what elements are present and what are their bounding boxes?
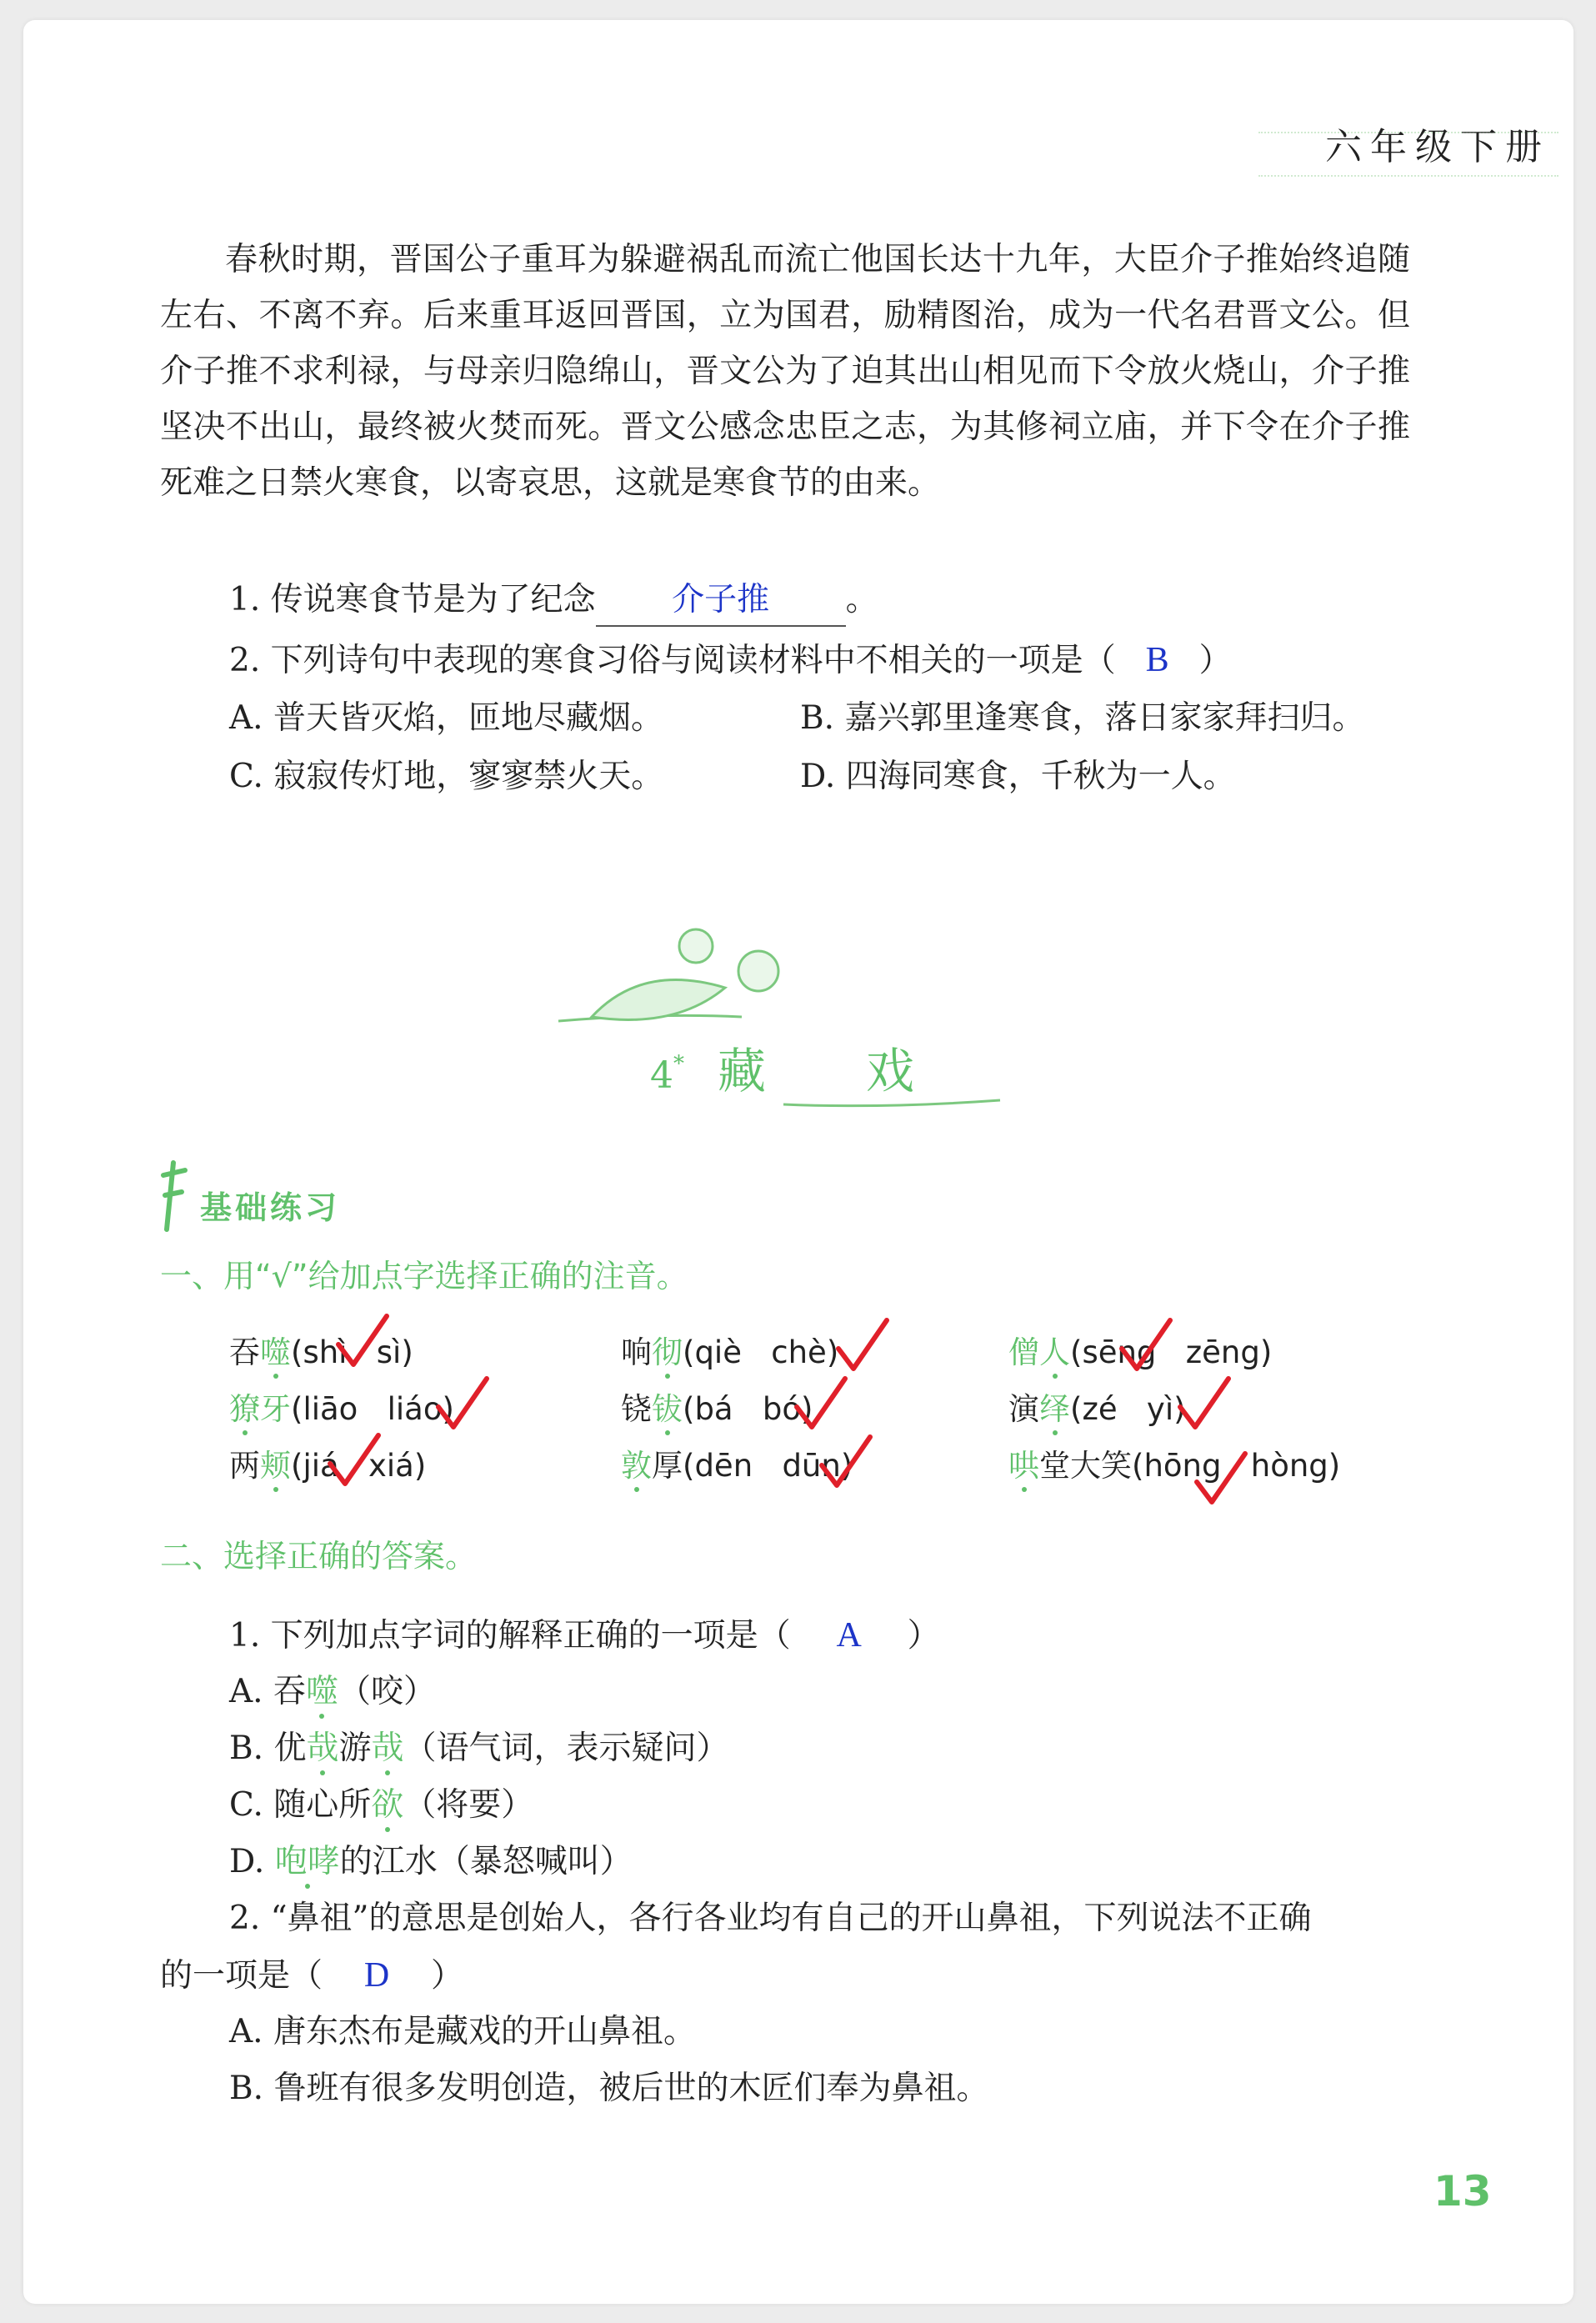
pinyin-item-1: 吞噬(shì sì) <box>229 1334 413 1370</box>
pinyin-item-6: 演绎(zé yì) <box>1008 1391 1186 1427</box>
lesson-title-char-2: 戏 <box>866 1043 915 1099</box>
pinyin-item-5: 铙钹(bá bó) <box>621 1391 813 1427</box>
word-char: 两 <box>229 1448 260 1484</box>
question-1-suffix: 。 <box>845 581 878 618</box>
option-text: （咬） <box>338 1673 436 1710</box>
dotted-char: 敦 <box>621 1448 652 1484</box>
option-c: C. 寂寂传灯地，寥寥禁火天。 <box>229 758 664 795</box>
option-text: 游 <box>338 1730 372 1767</box>
pinyin-option-1[interactable]: shì <box>303 1334 348 1370</box>
pinyin-option-2[interactable]: zēng <box>1185 1334 1260 1370</box>
check-mark-icon <box>833 1317 892 1375</box>
check-mark-icon <box>1175 1375 1233 1434</box>
leaf-shape <box>592 980 725 1020</box>
option-d: D. 四海同寒食，千秋为一人。 <box>800 758 1236 795</box>
page-number: 13 <box>1433 2167 1492 2215</box>
pinyin-item-4: 獠牙(liāo liáo) <box>229 1391 454 1427</box>
check-mark-icon <box>433 1375 492 1434</box>
pinyin-option-2[interactable]: dūn <box>782 1448 841 1484</box>
option-label: D. <box>229 1843 275 1880</box>
option-label: B. 优 <box>229 1730 307 1767</box>
word-char: 演 <box>1008 1391 1039 1427</box>
lesson-title-char-1: 藏 <box>718 1043 767 1099</box>
question-2-suffix: ） <box>1198 642 1232 679</box>
pinyin-option-1[interactable]: zé <box>1082 1391 1118 1427</box>
dotted-char: 彻 <box>652 1334 683 1370</box>
word-char: 厚 <box>652 1448 683 1484</box>
part-2-question-2-line-2 <box>160 1950 463 2001</box>
question-2-text: 2. 下列诗句中表现的寒食习俗与阅读材料中不相关的一项是（ <box>229 642 1116 679</box>
handwritten-answer-1: 介子推 <box>672 581 770 618</box>
part-2-option-d <box>229 1837 633 1887</box>
option-text: 的江水（暴怒喊叫） <box>339 1843 633 1880</box>
handwritten-answer-3[interactable]: A <box>836 1616 862 1655</box>
pinyin-option-2[interactable]: chè <box>771 1334 827 1370</box>
word-char: 铙 <box>621 1391 652 1427</box>
reading-passage <box>160 232 1410 511</box>
option-text: （语气词，表示疑问） <box>403 1730 729 1767</box>
part-2-question-1-text: 1. 下列加点字词的解释正确的一项是（ <box>229 1617 791 1655</box>
pinyin-option-1[interactable]: liāo <box>303 1391 358 1427</box>
pinyin-item-2: 响彻(qiè chè) <box>621 1334 839 1370</box>
part-2-question-1 <box>229 1610 940 1661</box>
question-1 <box>229 575 878 627</box>
pinyin-option-1[interactable]: sēng <box>1082 1334 1157 1370</box>
check-mark-icon <box>1117 1317 1175 1375</box>
pinyin-option-2[interactable]: liáo <box>387 1391 443 1427</box>
child-head-icon <box>679 929 713 963</box>
part-1-heading: 一、用“√”给加点字选择正确的注音。 <box>160 1258 688 1294</box>
word-char: 僧 <box>1008 1334 1039 1370</box>
check-mark-icon <box>333 1313 392 1371</box>
dotted-char: 颊 <box>260 1448 291 1484</box>
part-2-option-c <box>229 1780 533 1830</box>
word-char: 堂大笑 <box>1039 1448 1132 1484</box>
part-2-question-1-suffix: ） <box>907 1617 940 1655</box>
pinyin-option-1[interactable]: qiè <box>694 1334 742 1370</box>
part-2-option-b <box>229 1724 729 1774</box>
word-char: 响 <box>621 1334 652 1370</box>
pinyin-item-9: 哄堂大笑(hōng hòng) <box>1008 1448 1341 1484</box>
pinyin-item-3: 僧人(sēng zēng) <box>1008 1334 1273 1370</box>
pinyin-option-1[interactable]: bá <box>694 1391 733 1427</box>
part-2-question-2-line-1: 2. “鼻祖”的意思是创始人，各行各业均有自己的开山鼻祖，下列说法不正确 <box>229 1900 1312 1937</box>
lesson-title <box>650 1032 914 1102</box>
section-title: 基础练习 <box>200 1189 341 1226</box>
part-2-option-a <box>229 1667 436 1717</box>
part-2-q2-option-b: B. 鲁班有很多发明创造，被后世的木匠们奉为鼻祖。 <box>229 2070 989 2107</box>
pinyin-option-2[interactable]: hòng <box>1250 1448 1328 1484</box>
pinyin-option-2[interactable]: sì <box>376 1334 402 1370</box>
dotted-char: 绎 <box>1039 1391 1070 1427</box>
child-head-icon <box>738 951 778 991</box>
pinyin-option-1[interactable]: dēn <box>694 1448 753 1484</box>
check-mark-icon <box>1192 1450 1250 1509</box>
check-mark-icon <box>792 1375 850 1434</box>
check-mark-icon <box>325 1432 383 1490</box>
dotted-char: 哉 <box>306 1730 339 1767</box>
grade-label: 六年级下册 <box>1325 126 1550 168</box>
word-char: 牙 <box>260 1391 291 1427</box>
handwritten-answer-4[interactable]: D <box>363 1956 390 1995</box>
part-2-question-2-text: 的一项是（ <box>160 1957 323 1995</box>
option-label: A. 吞 <box>229 1673 306 1710</box>
part-2-question-2-suffix: ） <box>431 1957 464 1995</box>
dotted-char: 獠 <box>229 1391 260 1427</box>
reading-paragraph: 春秋时期，晋国公子重耳为躲避祸乱而流亡他国长达十九年，大臣介子推始终追随左右、不离不弃。后来重耳返回晋国，立为国君，励精图治，成为一代名君晋文公。但介子推不求利禄，与母亲归隐绵山，晋文公为了迫其出山相见而下令放火烧山，介子推坚决不出山，最终被火焚而死。晋文公感念忠臣之志，为其修祠立庙，并下令在介子推死难之日禁火寒食，以寄哀思，这就是寒食节的由来。 <box>160 241 1410 502</box>
option-label: C. 随心所 <box>229 1786 372 1824</box>
dotted-char: 人 <box>1039 1334 1070 1370</box>
dotted-char: 咆哮 <box>274 1843 340 1880</box>
answer-blank-1[interactable] <box>596 575 846 627</box>
pinyin-item-8: 敦厚(dēn dūn) <box>621 1448 853 1484</box>
pinyin-option-1[interactable]: jiá <box>303 1448 339 1484</box>
pinyin-option-2[interactable]: xiá <box>368 1448 414 1484</box>
lesson-optional-mark: * <box>673 1051 684 1077</box>
option-b: B. 嘉兴郭里逢寒食，落日家家拜扫归。 <box>800 699 1365 737</box>
part-2-q2-option-a: A. 唐东杰布是藏戏的开山鼻祖。 <box>229 2013 696 2050</box>
dotted-char: 钹 <box>652 1391 683 1427</box>
pinyin-option-2[interactable]: yì <box>1146 1391 1174 1427</box>
brush-mark-icon <box>157 1159 190 1234</box>
pinyin-item-7: 两颊(jiá xiá) <box>229 1448 427 1484</box>
dotted-char: 欲 <box>371 1786 404 1824</box>
question-2 <box>229 635 1232 686</box>
part-2-heading: 二、选择正确的答案。 <box>160 1538 478 1575</box>
pinyin-option-2[interactable]: bó <box>762 1391 802 1427</box>
dotted-char: 哄 <box>1008 1448 1039 1484</box>
option-text: （将要） <box>403 1786 534 1824</box>
check-mark-icon <box>817 1434 875 1492</box>
option-a: A. 普天皆灭焰，匝地尽藏烟。 <box>229 699 663 737</box>
lesson-number: 4 <box>650 1054 673 1097</box>
question-1-text: 1. 传说寒食节是为了纪念 <box>229 581 596 618</box>
pinyin-option-1[interactable]: hōng <box>1143 1448 1222 1484</box>
dotted-char: 噬 <box>260 1334 291 1370</box>
dotted-char: 哉 <box>371 1730 404 1767</box>
dotted-char: 噬 <box>305 1673 338 1710</box>
handwritten-answer-2[interactable]: B <box>1145 641 1169 679</box>
word-char: 吞 <box>229 1334 260 1370</box>
